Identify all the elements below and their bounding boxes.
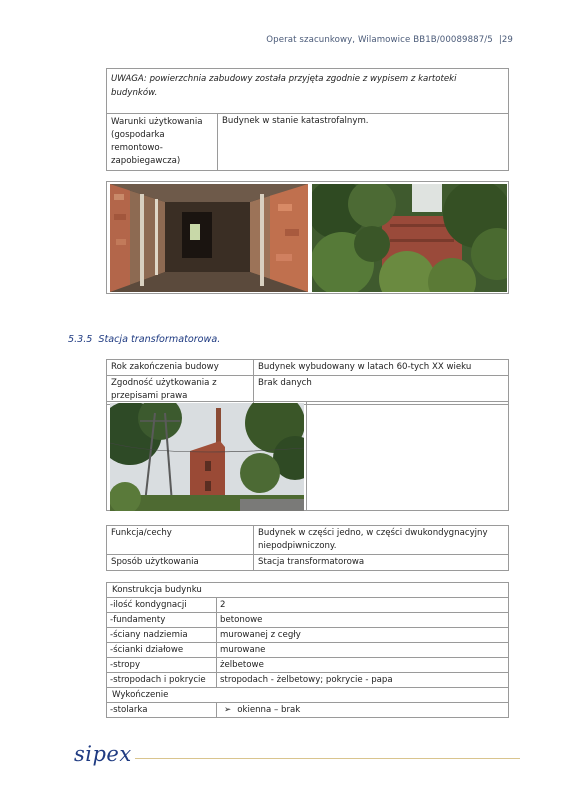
row-value: 2 [217,598,509,613]
table-row [107,598,509,613]
row-label: -fundamenty [107,613,217,628]
section-heading [68,334,220,345]
row-value: Budynek w części jedno, w części dwukondygnacyjny niepodpiwniczony. [254,526,509,555]
interior-corridor-photo [110,184,308,292]
building-photos [106,181,509,294]
page-number: |29 [498,35,513,45]
row-label: Rok zakończenia budowy [107,360,254,376]
row-label: -ścianki działowe [107,643,217,658]
overgrown-building-photo [312,184,507,292]
construction-heading: Konstrukcja budynku [107,583,509,598]
row-value: murowanej z cegły [217,628,509,643]
section-title: Stacja transformatorowa. [98,334,221,345]
building-notes-table [106,68,509,171]
row-label: Funkcja/cechy [107,526,254,555]
row-label: -stolarka [107,703,217,718]
table-row [107,613,509,628]
table-row [107,643,509,658]
row-label: -stropodach i pokrycie [107,673,217,688]
page-header [266,35,513,45]
arrow-bullet-icon: ➢ [224,705,232,715]
row-value: murowane [217,643,509,658]
row-value: stropodach - żelbetowy; pokrycie - papa [217,673,509,688]
function-table [106,525,509,571]
table-row [107,703,509,718]
usage-conditions-value: Budynek w stanie katastrofalnym. [218,114,509,171]
row-label: -ściany nadziemia [107,628,217,643]
row-value: betonowe [217,613,509,628]
bullet-text: okienna – brak [237,705,301,715]
row-value: Budynek wybudowany w latach 60-tych XX wieku [254,360,509,376]
sipex-logo: sipex [74,742,132,766]
row-label: -stropy [107,658,217,673]
table-row [107,555,509,571]
photo-divider [306,402,307,510]
row-value: Brak danych [254,376,509,405]
section-number: 5.3.5 [68,334,93,345]
row-label: Zgodność użytkowania z przepisami prawa [107,376,254,405]
table-heading-row [107,688,509,703]
table-row [107,360,509,376]
row-value: Stacja transformatorowa [254,555,509,571]
row-value [217,703,509,718]
transformer-info-table [106,359,509,405]
usage-conditions-label: Warunki użytkowania (gospodarka remontowo-zapobiegawcza) [107,114,218,171]
table-row [107,673,509,688]
row-label: -ilość kondygnacji [107,598,217,613]
table-row [107,658,509,673]
construction-table [106,582,509,718]
table-heading-row [107,583,509,598]
table-row [107,526,509,555]
transformer-photo-frame [106,401,509,511]
transformer-station-photo [110,403,304,511]
finish-heading: Wykończenie [107,688,509,703]
area-note: UWAGA: powierzchnia zabudowy została przyjęta zgodnie z wypisem z kartoteki budynków. [107,69,509,114]
footer-divider [135,758,520,759]
row-value: żelbetowe [217,658,509,673]
row-label: Sposób użytkowania [107,555,254,571]
document-title: Operat szacunkowy, Wilamowice BB1B/00089887/5 [266,35,493,45]
table-row [107,628,509,643]
